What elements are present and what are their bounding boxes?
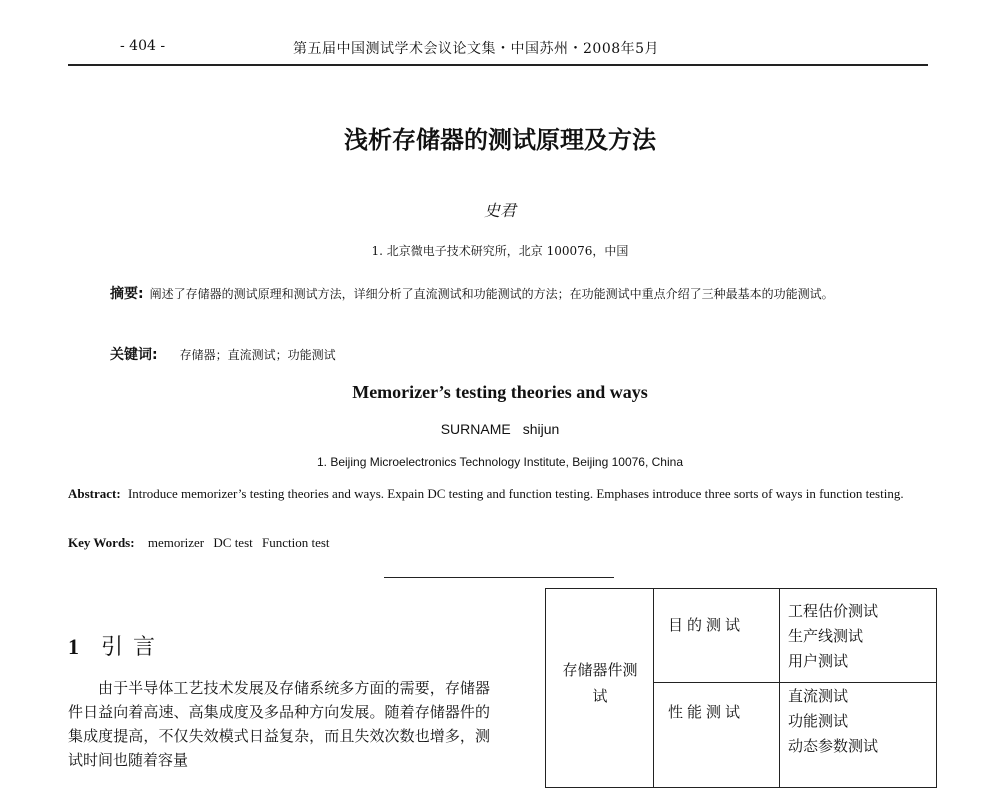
keywords-cn [110,344,336,364]
table-item: 动态参数测试 [788,737,879,755]
keywords-en [68,535,330,551]
section-title: 引言 [101,635,166,660]
author-en-surname: SURNAME [440,421,511,437]
abstract-en-text: Introduce memorizer’s testing theories and ways. Expain DC testing and function testing. Emphases introduce three sorts of ways in function testing. [127,486,904,501]
table-group-cell [654,589,780,682]
table-item: 直流测试 [788,687,849,705]
section-heading [68,630,165,661]
abstract-en [68,485,930,502]
affiliation-en: 1. Beijing Microelectronics Technology Institute, Beijing 10076, China [317,455,683,469]
intro-paragraph: 由于半导体工艺技术发展及存储系统多方面的需要，存储器件日益向着高速、高集成度及多品种方向发展。随着存储器件的集成度提高，不仅失效模式日益复杂，而且失效次数也增多，测试时间也随着容量 [68,679,490,769]
section-number: 1 [68,634,79,659]
table-row [654,589,936,683]
running-header [68,36,928,66]
keyword-en: memorizer [147,535,205,550]
affiliation-cn: 1. 北京微电子技术研究所，北京 100076，中国 [371,244,629,258]
author-en-given: shijun [522,421,560,437]
table-group-cell [654,682,780,787]
table-item: 生产线测试 [788,627,864,645]
author-cn: 史君 [483,201,516,220]
abstract-cn-text: 阐述了存储器的测试原理和测试方法，详细分析了直流测试和功能测试的方法；在功能测试中重点介绍了三种最基本的功能测试。 [149,287,834,301]
page-number: - 404 - [120,38,166,54]
table-item: 用户测试 [788,652,849,670]
abstract-cn [110,284,910,305]
table-item: 功能测试 [788,712,849,730]
abstract-en-label: Abstract: [68,486,121,501]
table-items-cell [788,684,878,759]
keyword-en: DC test [213,535,253,550]
section-divider [384,577,614,578]
table-row [654,682,936,787]
table-root-cell [546,589,654,787]
proceedings-title: 第五届中国测试学术会议论文集・中国苏州・2008年5月 [293,41,660,57]
table-items-cell [788,599,878,674]
paper-title-cn: 浅析存储器的测试原理及方法 [344,126,656,154]
table-item: 工程估价测试 [788,602,879,620]
table-root-label: 存储器件测试 [562,661,638,705]
test-classification-table [545,588,937,788]
keyword-en: Function test [262,535,330,550]
keywords-cn-label: 关键词: [110,347,158,363]
abstract-cn-label: 摘要: [110,286,144,302]
table-group-label: 性能测试 [668,703,745,721]
author-en [0,421,1000,437]
keywords-en-label: Key Words: [68,535,135,550]
paper-title-en: Memorizer’s testing theories and ways [352,382,648,402]
keywords-cn-text: 存储器；直流测试；功能测试 [179,348,336,362]
table-group-label: 目的测试 [668,616,745,634]
